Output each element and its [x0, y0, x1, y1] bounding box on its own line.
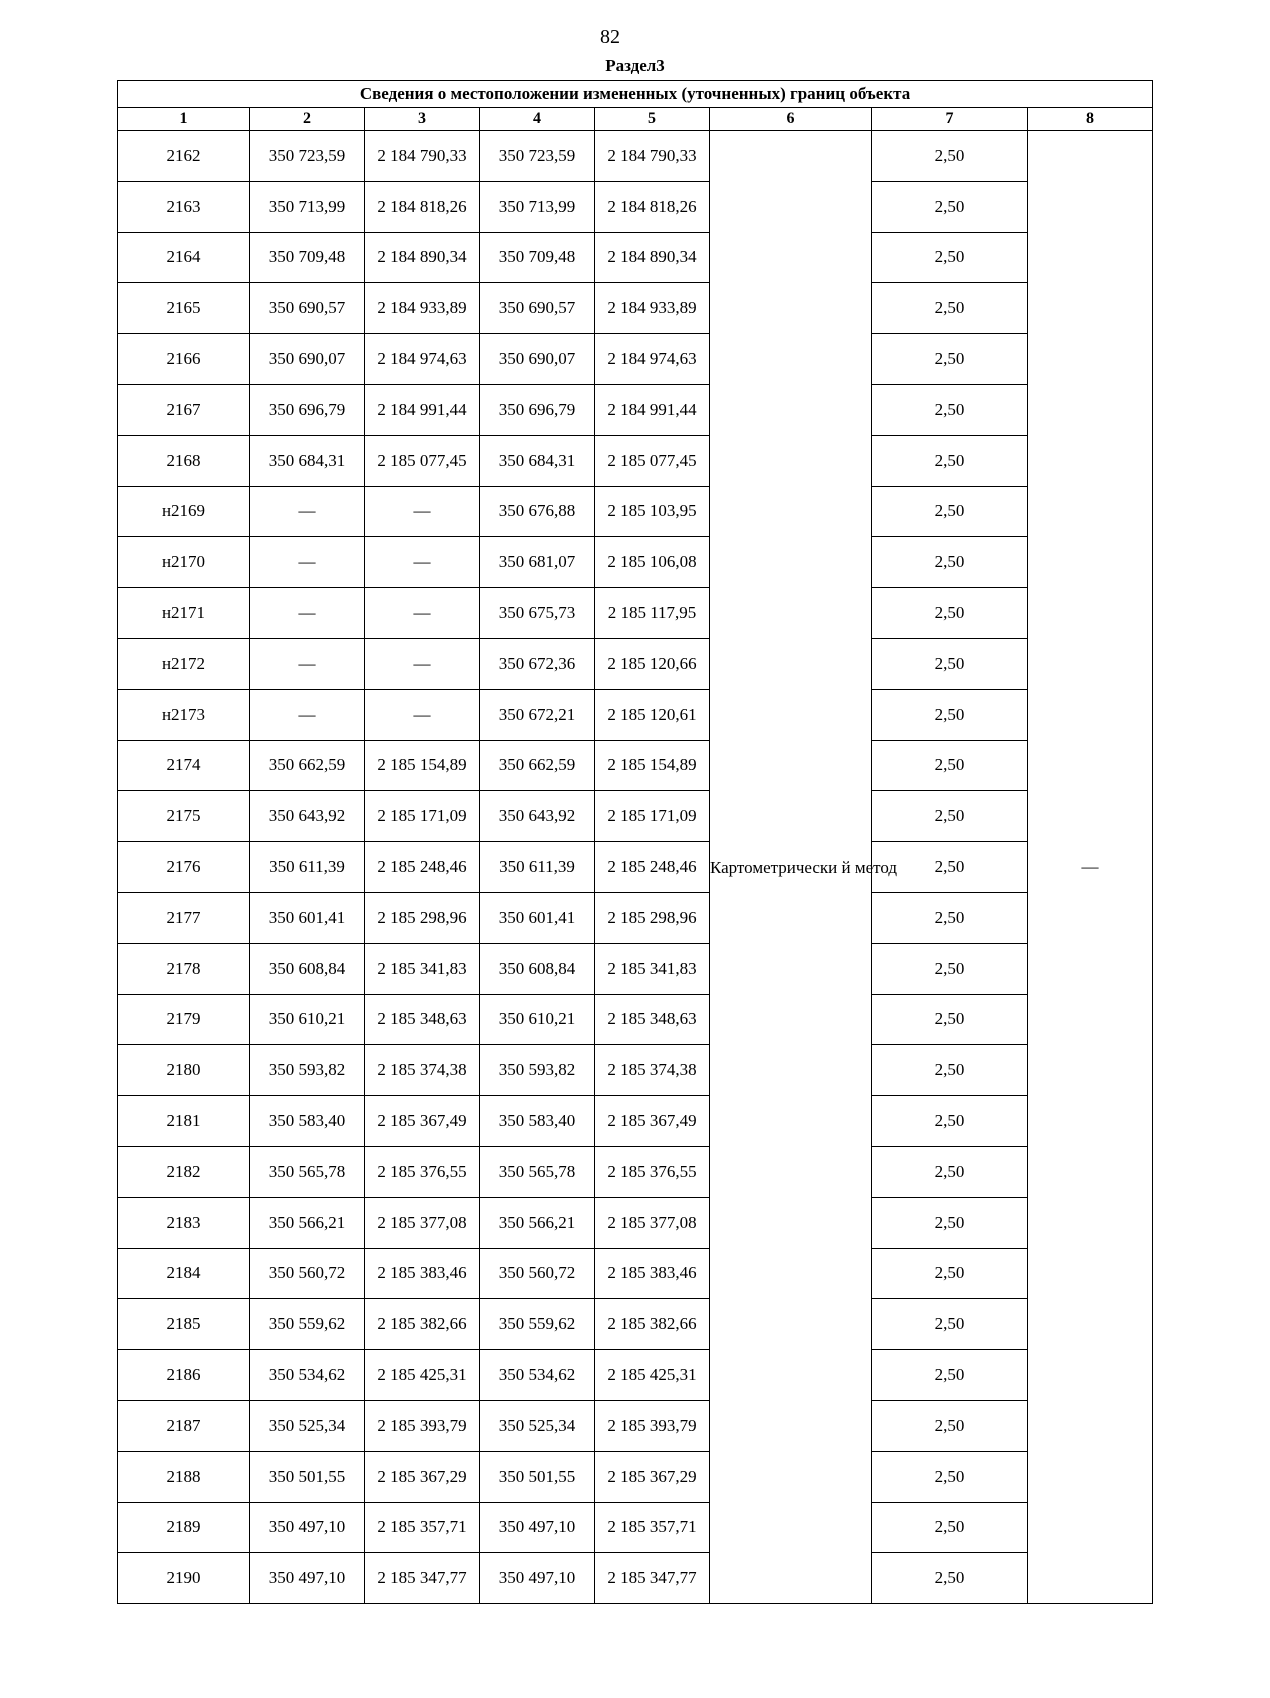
- accuracy-cell: 2,50: [872, 689, 1028, 740]
- x-old-cell: 350 643,92: [250, 791, 365, 842]
- x-old-cell: 350 690,07: [250, 334, 365, 385]
- accuracy-cell: 2,50: [872, 283, 1028, 334]
- table-row: [118, 1299, 1153, 1350]
- x-new-cell: 350 593,82: [480, 1045, 595, 1096]
- table-row: [118, 1146, 1153, 1197]
- x-new-cell: 350 583,40: [480, 1096, 595, 1147]
- y-old-cell: —: [365, 588, 480, 639]
- x-old-cell: 350 684,31: [250, 435, 365, 486]
- point-number-cell: 2162: [118, 131, 250, 182]
- x-new-cell: 350 565,78: [480, 1146, 595, 1197]
- y-new-cell: 2 185 341,83: [595, 943, 710, 994]
- point-number-cell: 2181: [118, 1096, 250, 1147]
- x-old-cell: —: [250, 537, 365, 588]
- point-number-cell: 2184: [118, 1248, 250, 1299]
- y-new-cell: 2 185 367,29: [595, 1451, 710, 1502]
- method-cell: Картометрически й метод: [710, 131, 872, 1604]
- x-new-cell: 350 713,99: [480, 181, 595, 232]
- x-old-cell: 350 610,21: [250, 994, 365, 1045]
- accuracy-cell: 2,50: [872, 588, 1028, 639]
- x-old-cell: 350 497,10: [250, 1553, 365, 1604]
- x-new-cell: 350 559,62: [480, 1299, 595, 1350]
- accuracy-cell: 2,50: [872, 1502, 1028, 1553]
- y-old-cell: 2 185 298,96: [365, 892, 480, 943]
- accuracy-cell: 2,50: [872, 943, 1028, 994]
- point-number-cell: 2165: [118, 283, 250, 334]
- accuracy-cell: 2,50: [872, 1248, 1028, 1299]
- y-new-cell: 2 185 106,08: [595, 537, 710, 588]
- table-row: [118, 943, 1153, 994]
- x-new-cell: 350 501,55: [480, 1451, 595, 1502]
- x-new-cell: 350 534,62: [480, 1350, 595, 1401]
- point-number-cell: 2174: [118, 740, 250, 791]
- column-number: 1: [118, 108, 250, 131]
- table-row: [118, 1248, 1153, 1299]
- column-number-row: [118, 108, 1153, 131]
- table-row: [118, 1553, 1153, 1604]
- point-number-cell: 2163: [118, 181, 250, 232]
- x-old-cell: 350 723,59: [250, 131, 365, 182]
- x-old-cell: —: [250, 638, 365, 689]
- table-row: [118, 181, 1153, 232]
- x-old-cell: 350 690,57: [250, 283, 365, 334]
- x-new-cell: 350 676,88: [480, 486, 595, 537]
- point-number-cell: 2188: [118, 1451, 250, 1502]
- coordinates-table: [117, 80, 1153, 1604]
- y-new-cell: 2 185 154,89: [595, 740, 710, 791]
- y-new-cell: 2 185 298,96: [595, 892, 710, 943]
- y-old-cell: 2 185 171,09: [365, 791, 480, 842]
- table-row: [118, 638, 1153, 689]
- x-new-cell: 350 672,36: [480, 638, 595, 689]
- x-old-cell: 350 611,39: [250, 842, 365, 893]
- x-new-cell: 350 690,07: [480, 334, 595, 385]
- x-new-cell: 350 672,21: [480, 689, 595, 740]
- y-old-cell: 2 185 341,83: [365, 943, 480, 994]
- y-new-cell: 2 185 382,66: [595, 1299, 710, 1350]
- point-number-cell: н2173: [118, 689, 250, 740]
- x-old-cell: 350 713,99: [250, 181, 365, 232]
- y-new-cell: 2 185 383,46: [595, 1248, 710, 1299]
- table-row: [118, 1045, 1153, 1096]
- table-row: [118, 791, 1153, 842]
- accuracy-cell: 2,50: [872, 486, 1028, 537]
- accuracy-cell: 2,50: [872, 435, 1028, 486]
- x-new-cell: 350 497,10: [480, 1502, 595, 1553]
- point-number-cell: 2167: [118, 384, 250, 435]
- table-row: [118, 740, 1153, 791]
- y-old-cell: 2 185 347,77: [365, 1553, 480, 1604]
- y-new-cell: 2 185 347,77: [595, 1553, 710, 1604]
- y-old-cell: 2 185 348,63: [365, 994, 480, 1045]
- point-number-cell: 2179: [118, 994, 250, 1045]
- table-row: [118, 689, 1153, 740]
- column-number: 3: [365, 108, 480, 131]
- table-row: [118, 1197, 1153, 1248]
- y-new-cell: 2 185 103,95: [595, 486, 710, 537]
- table-row: [118, 537, 1153, 588]
- x-old-cell: 350 593,82: [250, 1045, 365, 1096]
- y-old-cell: —: [365, 689, 480, 740]
- table-row: [118, 1502, 1153, 1553]
- accuracy-cell: 2,50: [872, 1197, 1028, 1248]
- x-new-cell: 350 684,31: [480, 435, 595, 486]
- y-old-cell: 2 185 382,66: [365, 1299, 480, 1350]
- x-old-cell: 350 566,21: [250, 1197, 365, 1248]
- point-number-cell: н2172: [118, 638, 250, 689]
- table-caption: Сведения о местоположении измененных (уточненных) границ объекта: [118, 81, 1153, 108]
- x-old-cell: —: [250, 689, 365, 740]
- point-number-cell: н2170: [118, 537, 250, 588]
- table-row: [118, 384, 1153, 435]
- point-number-cell: 2190: [118, 1553, 250, 1604]
- accuracy-cell: 2,50: [872, 842, 1028, 893]
- point-number-cell: 2180: [118, 1045, 250, 1096]
- column-number: 8: [1028, 108, 1153, 131]
- section-title: Раздел3: [605, 56, 665, 75]
- y-old-cell: 2 185 357,71: [365, 1502, 480, 1553]
- y-new-cell: 2 185 248,46: [595, 842, 710, 893]
- accuracy-cell: 2,50: [872, 791, 1028, 842]
- table-row: [118, 334, 1153, 385]
- x-old-cell: 350 560,72: [250, 1248, 365, 1299]
- x-old-cell: 350 662,59: [250, 740, 365, 791]
- column-number: 4: [480, 108, 595, 131]
- x-new-cell: 350 525,34: [480, 1400, 595, 1451]
- y-new-cell: 2 185 348,63: [595, 994, 710, 1045]
- x-new-cell: 350 723,59: [480, 131, 595, 182]
- table-row: [118, 283, 1153, 334]
- column-number: 7: [872, 108, 1028, 131]
- point-number-cell: 2178: [118, 943, 250, 994]
- accuracy-cell: 2,50: [872, 1451, 1028, 1502]
- x-old-cell: 350 565,78: [250, 1146, 365, 1197]
- point-number-cell: 2168: [118, 435, 250, 486]
- y-new-cell: 2 185 171,09: [595, 791, 710, 842]
- x-new-cell: 350 690,57: [480, 283, 595, 334]
- y-new-cell: 2 185 376,55: [595, 1146, 710, 1197]
- x-old-cell: 350 696,79: [250, 384, 365, 435]
- point-number-cell: 2189: [118, 1502, 250, 1553]
- point-number-cell: 2187: [118, 1400, 250, 1451]
- y-new-cell: 2 185 117,95: [595, 588, 710, 639]
- table-row: [118, 1096, 1153, 1147]
- point-number-cell: 2164: [118, 232, 250, 283]
- x-old-cell: —: [250, 588, 365, 639]
- column-number: 6: [710, 108, 872, 131]
- x-old-cell: 350 608,84: [250, 943, 365, 994]
- table-row: [118, 1451, 1153, 1502]
- y-old-cell: —: [365, 486, 480, 537]
- x-new-cell: 350 497,10: [480, 1553, 595, 1604]
- y-old-cell: 2 185 376,55: [365, 1146, 480, 1197]
- y-new-cell: 2 184 818,26: [595, 181, 710, 232]
- point-number-cell: 2166: [118, 334, 250, 385]
- y-new-cell: 2 184 933,89: [595, 283, 710, 334]
- accuracy-cell: 2,50: [872, 384, 1028, 435]
- point-number-cell: 2185: [118, 1299, 250, 1350]
- x-old-cell: 350 534,62: [250, 1350, 365, 1401]
- accuracy-cell: 2,50: [872, 334, 1028, 385]
- point-number-cell: 2175: [118, 791, 250, 842]
- x-new-cell: 350 566,21: [480, 1197, 595, 1248]
- y-old-cell: 2 185 425,31: [365, 1350, 480, 1401]
- y-new-cell: 2 185 367,49: [595, 1096, 710, 1147]
- y-old-cell: 2 185 248,46: [365, 842, 480, 893]
- table-row: [118, 131, 1153, 182]
- table-row: [118, 486, 1153, 537]
- y-old-cell: 2 184 933,89: [365, 283, 480, 334]
- accuracy-cell: 2,50: [872, 1045, 1028, 1096]
- x-old-cell: 350 497,10: [250, 1502, 365, 1553]
- x-old-cell: 350 525,34: [250, 1400, 365, 1451]
- point-number-cell: 2177: [118, 892, 250, 943]
- table-row: [118, 892, 1153, 943]
- table-row: [118, 232, 1153, 283]
- accuracy-cell: 2,50: [872, 232, 1028, 283]
- table-body: [118, 131, 1153, 1604]
- x-old-cell: 350 559,62: [250, 1299, 365, 1350]
- y-old-cell: 2 185 383,46: [365, 1248, 480, 1299]
- table-row: [118, 588, 1153, 639]
- accuracy-cell: 2,50: [872, 638, 1028, 689]
- column-number: 5: [595, 108, 710, 131]
- x-new-cell: 350 608,84: [480, 943, 595, 994]
- x-new-cell: 350 675,73: [480, 588, 595, 639]
- y-old-cell: 2 185 393,79: [365, 1400, 480, 1451]
- x-new-cell: 350 601,41: [480, 892, 595, 943]
- y-new-cell: 2 184 991,44: [595, 384, 710, 435]
- y-old-cell: 2 184 890,34: [365, 232, 480, 283]
- table-row: [118, 842, 1153, 893]
- point-number-cell: 2186: [118, 1350, 250, 1401]
- table-row: [118, 435, 1153, 486]
- y-old-cell: —: [365, 537, 480, 588]
- accuracy-cell: 2,50: [872, 1553, 1028, 1604]
- y-new-cell: 2 185 120,66: [595, 638, 710, 689]
- y-new-cell: 2 185 393,79: [595, 1400, 710, 1451]
- x-new-cell: 350 709,48: [480, 232, 595, 283]
- accuracy-cell: 2,50: [872, 1146, 1028, 1197]
- accuracy-cell: 2,50: [872, 1400, 1028, 1451]
- table-row: [118, 1350, 1153, 1401]
- x-old-cell: 350 709,48: [250, 232, 365, 283]
- column8-cell: —: [1028, 131, 1153, 1604]
- y-old-cell: 2 184 790,33: [365, 131, 480, 182]
- point-number-cell: 2182: [118, 1146, 250, 1197]
- accuracy-cell: 2,50: [872, 1299, 1028, 1350]
- x-new-cell: 350 681,07: [480, 537, 595, 588]
- y-old-cell: —: [365, 638, 480, 689]
- x-new-cell: 350 560,72: [480, 1248, 595, 1299]
- y-new-cell: 2 184 890,34: [595, 232, 710, 283]
- y-old-cell: 2 185 367,49: [365, 1096, 480, 1147]
- x-new-cell: 350 696,79: [480, 384, 595, 435]
- y-new-cell: 2 185 377,08: [595, 1197, 710, 1248]
- accuracy-cell: 2,50: [872, 740, 1028, 791]
- point-number-cell: 2176: [118, 842, 250, 893]
- y-old-cell: 2 184 974,63: [365, 334, 480, 385]
- accuracy-cell: 2,50: [872, 181, 1028, 232]
- point-number-cell: н2171: [118, 588, 250, 639]
- accuracy-cell: 2,50: [872, 1350, 1028, 1401]
- y-old-cell: 2 185 374,38: [365, 1045, 480, 1096]
- accuracy-cell: 2,50: [872, 1096, 1028, 1147]
- x-old-cell: 350 501,55: [250, 1451, 365, 1502]
- table-row: [118, 994, 1153, 1045]
- column-number: 2: [250, 108, 365, 131]
- table-row: [118, 1400, 1153, 1451]
- accuracy-cell: 2,50: [872, 131, 1028, 182]
- point-number-cell: н2169: [118, 486, 250, 537]
- point-number-cell: 2183: [118, 1197, 250, 1248]
- y-old-cell: 2 185 154,89: [365, 740, 480, 791]
- x-new-cell: 350 643,92: [480, 791, 595, 842]
- page-number: 82: [600, 26, 620, 48]
- y-new-cell: 2 185 357,71: [595, 1502, 710, 1553]
- x-new-cell: 350 611,39: [480, 842, 595, 893]
- x-new-cell: 350 610,21: [480, 994, 595, 1045]
- y-old-cell: 2 185 377,08: [365, 1197, 480, 1248]
- accuracy-cell: 2,50: [872, 537, 1028, 588]
- x-old-cell: 350 583,40: [250, 1096, 365, 1147]
- y-old-cell: 2 185 367,29: [365, 1451, 480, 1502]
- y-new-cell: 2 185 077,45: [595, 435, 710, 486]
- y-new-cell: 2 184 790,33: [595, 131, 710, 182]
- y-new-cell: 2 185 425,31: [595, 1350, 710, 1401]
- y-old-cell: 2 184 818,26: [365, 181, 480, 232]
- y-old-cell: 2 185 077,45: [365, 435, 480, 486]
- y-new-cell: 2 185 374,38: [595, 1045, 710, 1096]
- accuracy-cell: 2,50: [872, 994, 1028, 1045]
- x-old-cell: —: [250, 486, 365, 537]
- y-new-cell: 2 185 120,61: [595, 689, 710, 740]
- y-new-cell: 2 184 974,63: [595, 334, 710, 385]
- x-old-cell: 350 601,41: [250, 892, 365, 943]
- accuracy-cell: 2,50: [872, 892, 1028, 943]
- x-new-cell: 350 662,59: [480, 740, 595, 791]
- y-old-cell: 2 184 991,44: [365, 384, 480, 435]
